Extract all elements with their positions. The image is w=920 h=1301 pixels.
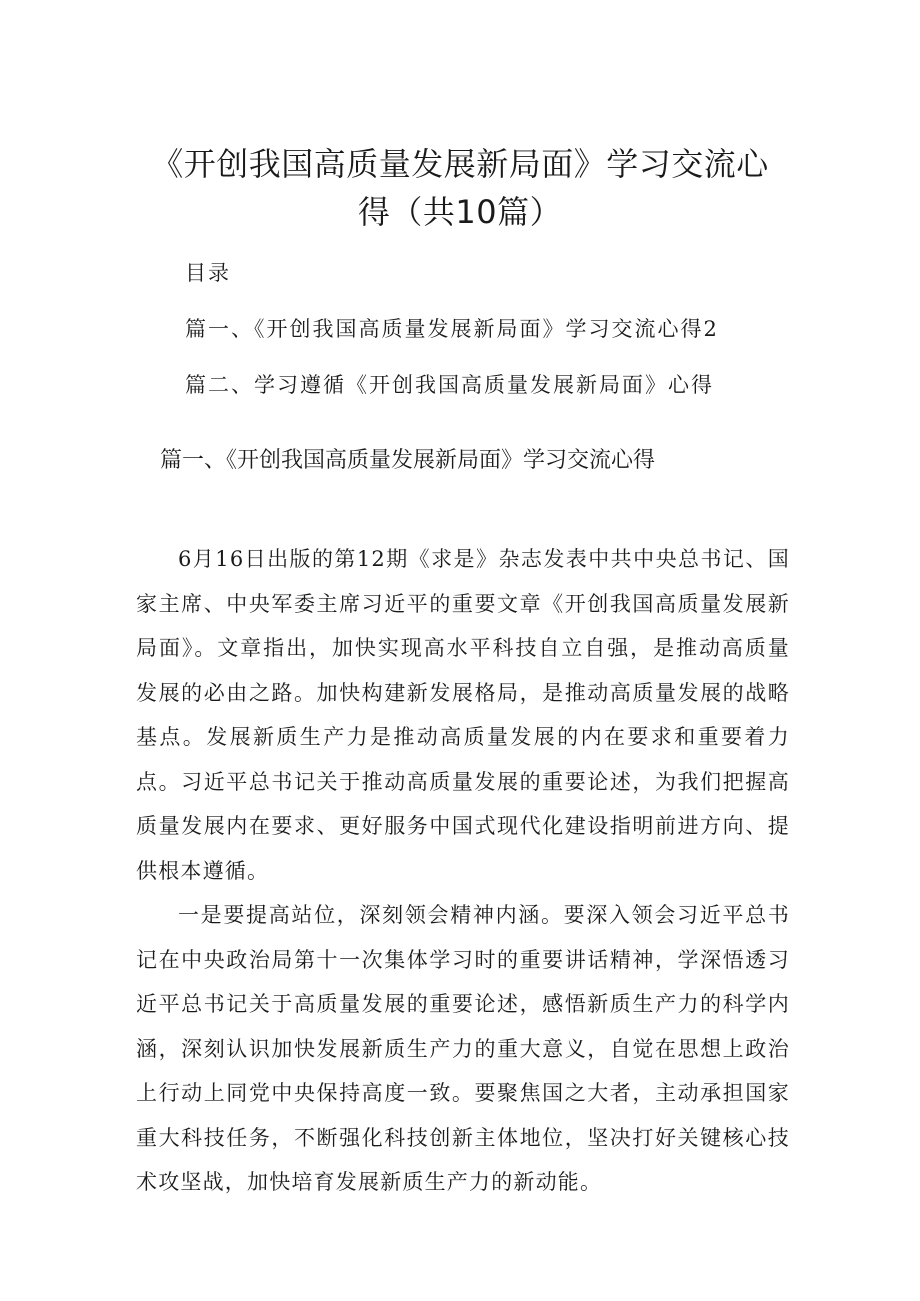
toc-item-2[interactable]: 篇二、学习遵循《开创我国高质量发展新局面》心得 [185, 373, 714, 397]
table-of-contents [185, 258, 785, 426]
document-title: 《开创我国高质量发展新局面》学习交流心得（共10篇） [151, 145, 769, 231]
body-text [136, 537, 790, 1205]
section-heading: 篇一、《开创我国高质量发展新局面》学习交流心得 [160, 448, 656, 473]
toc-heading: 目录 [185, 261, 231, 285]
toc-item-1[interactable]: 篇一、《开创我国高质量发展新局面》学习交流心得2 [185, 317, 719, 341]
paragraph-2: 一是要提高站位，深刻领会精神内涵。要深入领会习近平总书记在中央政治局第十一次集体学习时的重要讲话精神，学深悟透习近平总书记关于高质量发展的重要论述，感悟新质生产力的科学内涵，深刻认识加快发展新质生产力的重大意义，自觉在思想上政治上行动上同党中央保持高度一致。要聚焦国之大者，主动承担国家重大科技任务，不断强化科技创新主体地位，坚决打好关键核心技术攻坚战，加快培育发展新质生产力的新动能。 [136, 903, 790, 1194]
paragraph-1: 6月16日出版的第12期《求是》杂志发表中共中央总书记、国家主席、中央军委主席习近平的重要文章《开创我国高质量发展新局面》。文章指出，加快实现高水平科技自立自强，是推动高质量发展的必由之路。加快构建新发展格局，是推动高质量发展的战略基点。发展新质生产力是推动高质量发展的内在要求和重要着力点。习近平总书记关于推动高质量发展的重要论述，为我们把握高质量发展内在要求、更好服务中国式现代化建设指明前进方向、提供根本遵循。 [136, 547, 790, 883]
